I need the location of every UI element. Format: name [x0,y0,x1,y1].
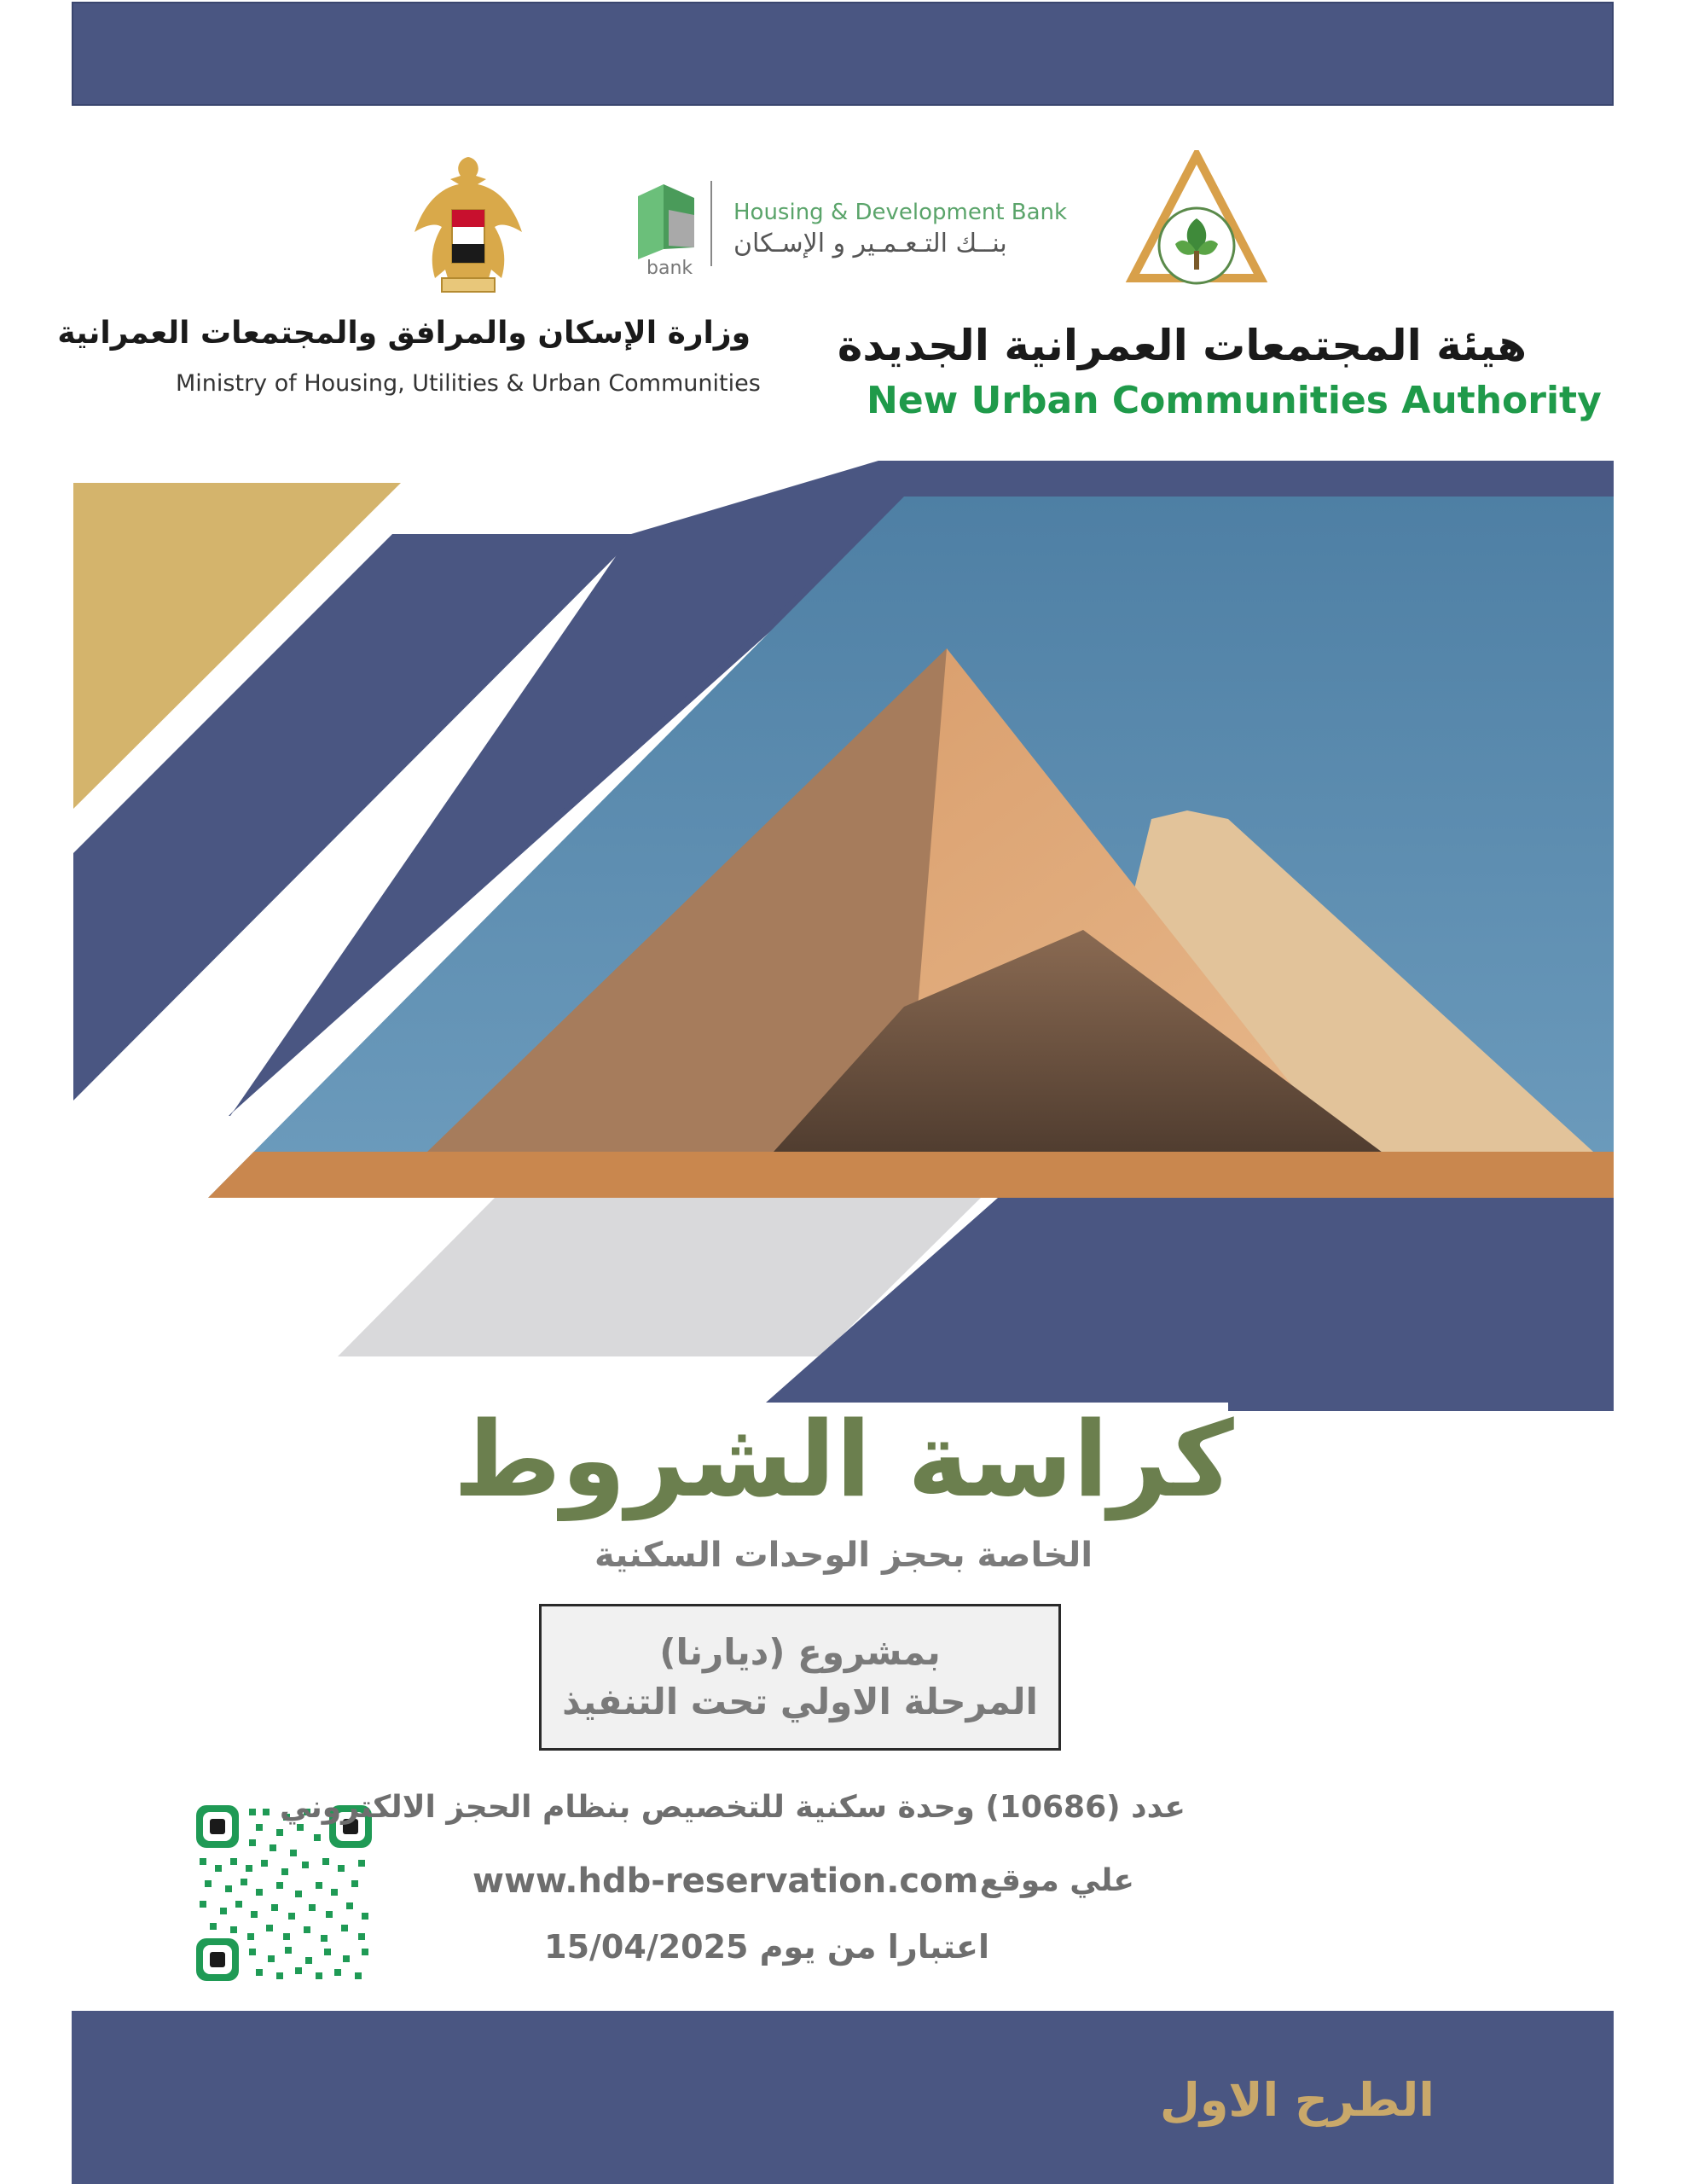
hdb-name-arabic: بنــك التـعـمـير و الإسـكان [733,229,1007,258]
units-count-line: عدد (10686) وحدة سكنية للتخصيص بنظام الحجز الالكتروني [279,1790,1186,1825]
reservation-site-link[interactable]: www.hdb-reservation.com [472,1862,979,1901]
nuca-name-arabic: هيئة المجتمعات العمرانية الجديدة [837,321,1527,370]
document-subtitle: الخاصة بحجز الوحدات السكنية [594,1536,1093,1575]
qr-code-icon[interactable] [196,1805,372,1981]
hdb-bank-small-label: bank [646,258,693,279]
ministry-name-arabic: وزارة الإسكان والمرافق والمجتمعات العمرانية [57,316,751,351]
edition-label: الطرح الاول [1160,2073,1435,2127]
project-phase: المرحلة الاولي تحت التنفيذ [562,1681,1038,1722]
ministry-name-english: Ministry of Housing, Utilities & Urban Communities [176,370,761,397]
site-label: علي موقع [979,1863,1134,1898]
hdb-name-english: Housing & Development Bank [733,200,1068,225]
project-name: بمشروع (ديارنا) [659,1631,941,1673]
document-title: كراسة الشروط [453,1399,1234,1520]
start-date-line: اعتبارا من يوم 15/04/2025 [544,1928,989,1966]
nuca-name-english: New Urban Communities Authority [867,379,1602,422]
project-info-box [539,1604,1061,1751]
